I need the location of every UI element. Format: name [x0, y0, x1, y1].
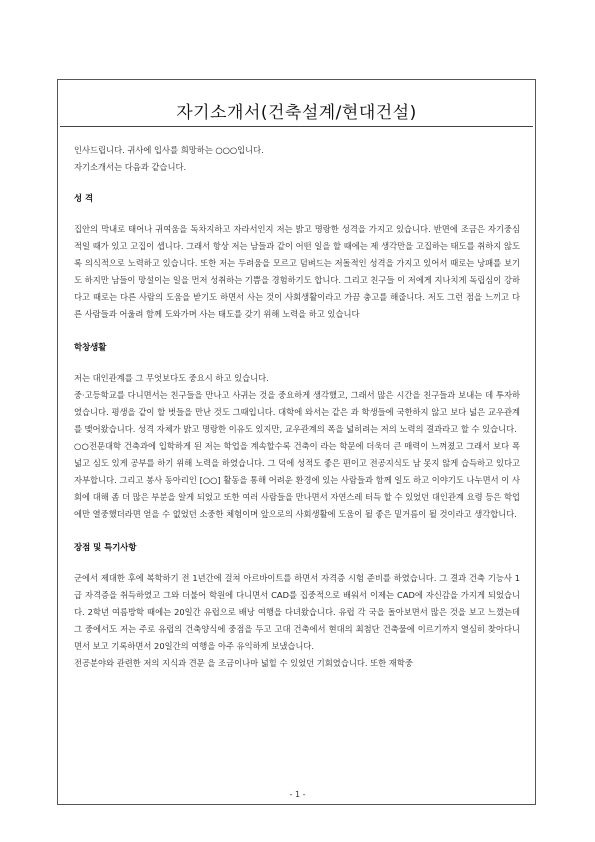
- section-heading-strengths: 장점 및 특기사항: [74, 542, 137, 552]
- page-number: - 1 -: [289, 790, 306, 799]
- section-paragraph: 중·고등학교를 다니면서는 친구들을 만나고 사귀는 것을 중요하게 생각했고, 그래서 많은 시간을 친구들과 보내는 데 투자하였습니다. 평생을 같이 할 벗들을 만난 것도 그때입니다. 대학에 와서는 같은 과 학생들에 국한하지 않고 보다 넓은 교우관계를 맺어왔습니다. 성격 자체가 밝고 명랑한 이유도 있지만, 교우관계의 폭을 넓히려는 저의 노력의 결과라고 할 수 있습니다.: [74, 390, 520, 434]
- section-heading-personality: 성 격: [74, 193, 94, 203]
- document-body: [74, 142, 520, 672]
- intro-line: 인사드립니다. 귀사에 입사를 희망하는 ○○○입니다.: [74, 145, 264, 155]
- section-paragraph: 저는 대인관계를 그 무엇보다도 중요시 하고 있습니다.: [74, 373, 269, 383]
- section-paragraph: 군에서 제대한 후에 복학하기 전 1년간에 걸쳐 아르바이트를 하면서 자격증 시험 준비를 하였습니다. 그 결과 건축 기능사 1급 자격증을 취득하였고 그와 더불어 학원에 다니면서 CAD를 집중적으로 배워서 이제는 CAD에 자신감을 가지게 되었습니다. 2학년 여름방학 때에는 20일간 유럽으로 배낭 여행을 다녀왔습니다. 유럽 각 국을 돌아보면서 많은 것을 보고 느꼈는데 그 중에서도 저는 주로 유럽의 건축양식에 중점을 두고 고대 건축에서 현대의 최첨단 건축물에 이르기까지 열심히 찾아다니면서 보고 기록하면서 20일간의 여행을 아주 유익하게 보냈습니다.: [74, 573, 520, 651]
- document-title: 자기소개서(건축설계/현대건설): [176, 103, 417, 123]
- section-paragraph: 집안의 막내로 태어나 귀여움을 독차지하고 자라서인지 저는 밝고 명랑한 성격을 가지고 있습니다. 반면에 조금은 자기중심적일 때가 있고 고집이 셉니다. 그래서 항상 저는 남들과 같이 어떤 일을 할 때에는 제 생각만을 고집하는 태도를 취하지 않도록 의식적으로 노력하고 있습니다. 또한 저는 두려움을 모르고 덤벼드는 저돌적인 성격을 가지고 있어서 때로는 낭패를 보기도 하지만 남들이 망설이는 일을 먼저 성취하는 기쁨을 경험하기도 합니다. 그리고 친구들 이 저에게 지나치게 독립심이 강하다고 때로는 다른 사람의 도움을 받기도 하면서 사는 것이 사회생활이라고 가끔 충고를 해줍니다. 저도 그런 점을 느끼고 다른 사람들과 어울려 함께 도와가며 사는 태도를 갖기 위해 노력을 하고 있습니다: [74, 224, 520, 319]
- section-paragraph: 전공분야와 관련한 저의 지식과 견문 을 조금이나마 넓힐 수 있었던 기회였습니다. 또한 재학중: [74, 658, 413, 668]
- section-paragraph: ○○전문대학 건축과에 입학하게 된 저는 학업을 계속할수록 건축이 라는 학문에 더욱더 큰 매력이 느껴졌고 그래서 보다 폭넓고 심도 있게 공부를 하기 위해 노력을 하였습니다. 그 덕에 성적도 좋은 편이고 전공지식도 남 못지 않게 습득하고 있다고 자부합니다. 그리고 봉사 동아리인 [○○] 활동을 통해 어려운 환경에 있는 사람들과 함께 일도 하고 이야기도 나누면서 이 사회에 대해 좀 더 많은 부분을 알게 되었고 또한 여러 사람들을 만나면서 자연스레 터득 할 수 있었던 대인관계 요령 등은 학업에만 열중했더라면 얻을 수 없었던 소중한 체험이며 앞으로의 사회생활에 도움이 될 좋은 밑거름이 될 것이라고 생각합니다.: [74, 441, 521, 519]
- title-divider: [60, 126, 533, 127]
- intro-line: 자기소개서는 다음과 같습니다.: [74, 162, 187, 172]
- section-heading-school-life: 학창생활: [74, 342, 107, 352]
